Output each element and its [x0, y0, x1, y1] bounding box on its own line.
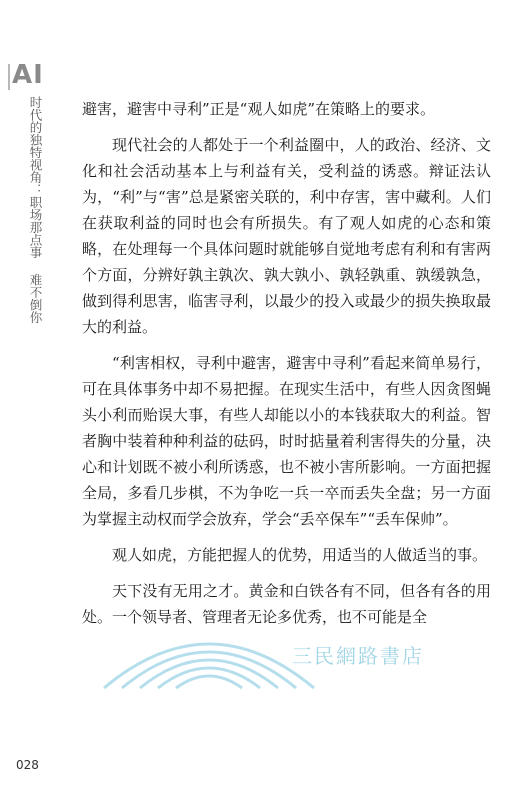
paragraph-1: 避害，避害中寻利”正是“观人如虎”在策略上的要求。 — [82, 100, 436, 118]
page-number: 028 — [16, 758, 39, 772]
watermark-text: 三民網路書店 — [292, 644, 424, 668]
paragraph-4: 观人如虎，方能把握人的优势，用适当的人做适当的事。 — [112, 546, 488, 564]
paragraph-5: 天下没有无用之才。黄金和白铁各有不同，但各有各的用处。一个领导者、管理者无论多优秀，也不可能是全 — [82, 582, 491, 626]
sidebar-divider — [8, 64, 10, 90]
page-body — [82, 96, 491, 640]
paragraph-3: “利害相权，寻利中避害，避害中寻利”看起来简单易行，可在具体事务中却不易把握。在现实生活中，有些人因贪图蝇头小利而贻误大事，有些人却能以小的本钱获取大的利益。智者胸中装着种种利益的砝码，时时掂量着利害得失的分量，决心和计划既不被小利所诱惑，也不被小害所影响。一方面把握全局，多看几步棋，不为争吃一兵一卒而丢失全盘；另一方面为掌握主动权而学会放弃，学会“丢卒保车”“丢车保帅”。 — [82, 354, 491, 528]
series-logo: AI — [12, 60, 44, 90]
paragraph-2: 现代社会的人都处于一个利益圈中，人的政治、经济、文化和社会活动基本上与利益有关，受利益的诱惑。辩证法认为，“利”与“害”总是紧密关联的，利中存害，害中藏利。人们在获取利益的同时也会有所损失。有了观人如虎的心态和策略，在处理每一个具体问题时就能够自觉地考虑有利和有害两个方面，分辨好孰主孰次、孰大孰小、孰轻孰重、孰缓孰急，做到得利思害，临害寻利，以最少的投入或最少的损失换取最大的利益。 — [82, 136, 491, 336]
series-title: 时代的独特视角：职场那点事 难不倒你 — [28, 96, 43, 324]
